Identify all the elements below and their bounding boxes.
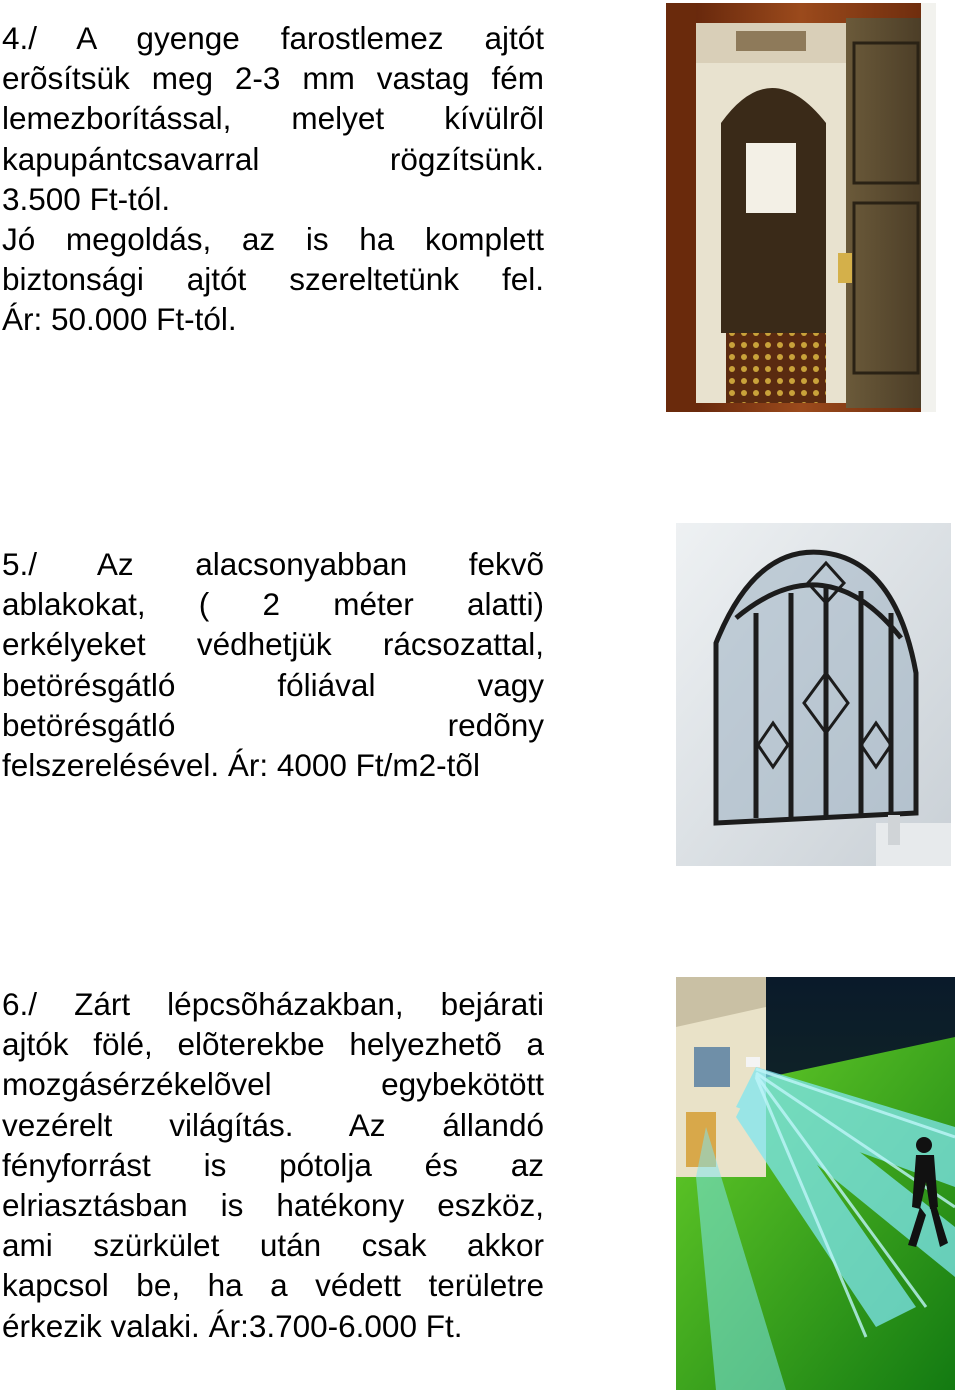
text-line: betörésgátló redõny <box>2 706 544 743</box>
grille-illustration <box>676 523 951 866</box>
text-line: 5./ Az alacsonyabban fekvõ <box>2 546 544 582</box>
text-line: betörésgátló fóliával vagy <box>2 666 544 703</box>
section-door <box>0 0 960 420</box>
text-line: lemezborítással, melyet kívülrõl <box>2 100 544 137</box>
text-line: erõsítsük meg 2-3 mm vastag fém <box>2 60 544 97</box>
text-line: mozgásérzékelõvel egybekötött <box>2 1066 544 1103</box>
section-window-text <box>2 544 544 785</box>
section-door-text <box>2 18 544 340</box>
door-illustration <box>666 3 936 412</box>
window-grille-photo <box>676 523 951 866</box>
text-line: kapcsol be, ha a védett területre <box>2 1267 544 1304</box>
text-line: kapupántcsavarral rögzítsünk. <box>2 140 544 177</box>
text-line: Ár: 50.000 Ft-tól. <box>2 301 237 338</box>
text-line: erkélyeket védhetjük rácsozattal, <box>2 626 544 663</box>
text-line: Jó megoldás, az is ha komplett <box>2 221 544 258</box>
text-line: 6./ Zárt lépcsõházakban, bejárati <box>2 986 544 1022</box>
text-line: felszerelésével. Ár: 4000 Ft/m2-tõl <box>2 747 480 784</box>
text-line: vezérelt világítás. Az állandó <box>2 1106 544 1143</box>
text-line: elriasztásban is hatékony eszköz, <box>2 1187 544 1224</box>
section-lighting-text <box>2 984 544 1346</box>
text-line: 3.500 Ft-tól. <box>2 180 171 217</box>
text-line: fényforrást is pótolja és az <box>2 1146 544 1183</box>
motion-sensor-light-illustration <box>676 977 955 1390</box>
text-line: biztonsági ajtót szereltetünk fel. <box>2 261 544 298</box>
security-door-photo <box>666 3 936 412</box>
section-window <box>0 520 960 880</box>
text-line: ami szürkület után csak akkor <box>2 1227 544 1264</box>
text-line: ablakokat, ( 2 méter alatti) <box>2 586 544 623</box>
text-line: érkezik valaki. Ár:3.700-6.000 Ft. <box>2 1307 463 1344</box>
text-line: ajtók fölé, elõterekbe helyezhetõ a <box>2 1026 544 1063</box>
text-line: 4./ A gyenge farostlemez ajtót <box>2 20 544 56</box>
section-lighting <box>0 960 960 1395</box>
lighting-illustration <box>676 977 955 1390</box>
